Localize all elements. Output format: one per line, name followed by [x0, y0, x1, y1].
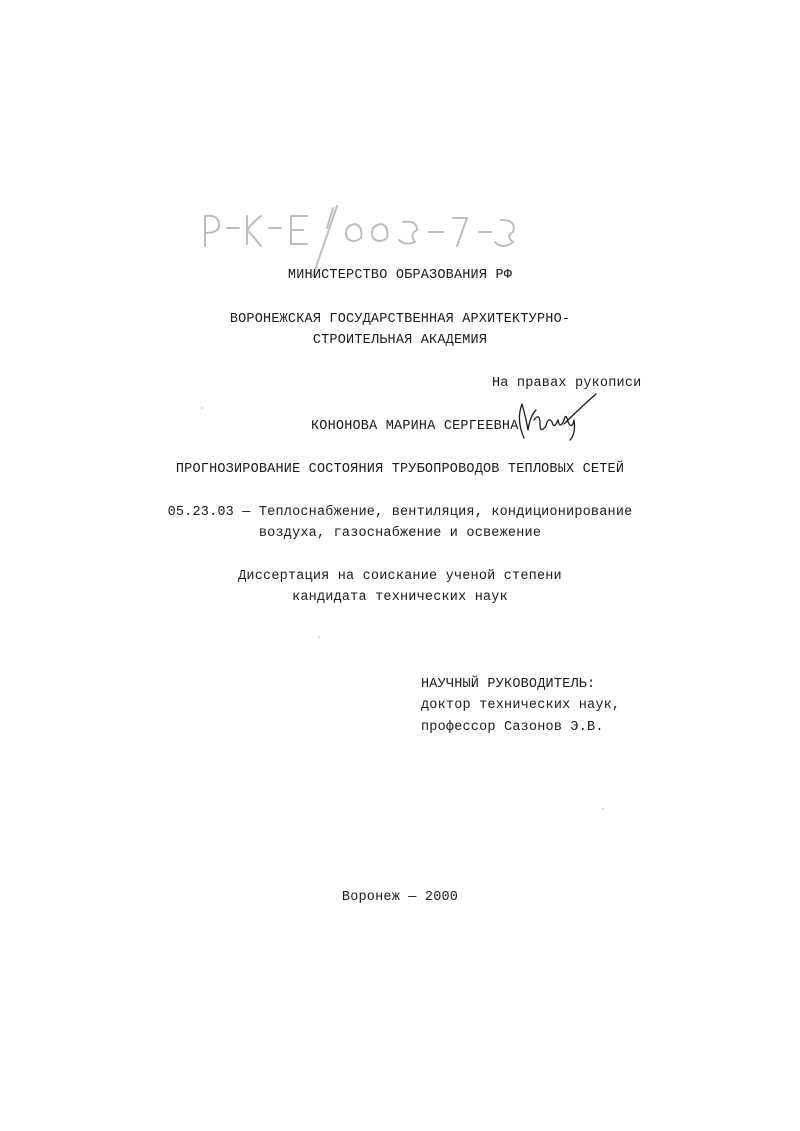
author-signature: [510, 390, 605, 442]
advisor-heading: НАУЧНЫЙ РУКОВОДИТЕЛЬ:: [421, 677, 596, 692]
advisor-degree: доктор технических наук,: [421, 698, 621, 713]
archive-stamp-handwriting: [195, 198, 525, 278]
ministry-heading: МИНИСТЕРСТВО ОБРАЗОВАНИЯ РФ: [287, 268, 513, 283]
dissertation-title: ПРОГНОЗИРОВАНИЕ СОСТОЯНИЯ ТРУБОПРОВОДОВ ТЕПЛОВЫХ СЕТЕЙ: [175, 462, 625, 477]
specialty-line2: воздуха, газоснабжение и освежение: [258, 526, 542, 541]
scan-speck: [602, 808, 604, 810]
academy-name-line2: СТРОИТЕЛЬНАЯ АКАДЕМИЯ: [312, 333, 488, 348]
specialty-line1: 05.23.03 — Теплоснабжение, вентиляция, кондиционирование: [167, 505, 633, 520]
scan-speck: [201, 407, 203, 409]
scan-speck: [318, 636, 320, 638]
advisor-name: профессор Сазонов Э.В.: [421, 720, 604, 735]
degree-line1: Диссертация на соискание ученой степени: [238, 569, 562, 584]
author-name: КОНОНОВА МАРИНА СЕРГЕЕВНА: [311, 419, 519, 434]
manuscript-rights-label: На правах рукописи: [492, 376, 642, 391]
academy-name-line1: ВОРОНЕЖСКАЯ ГОСУДАРСТВЕННАЯ АРХИТЕКТУРНО-: [229, 312, 571, 327]
city-year: Воронеж — 2000: [341, 890, 459, 905]
degree-line2: кандидата технических наук: [292, 590, 508, 605]
